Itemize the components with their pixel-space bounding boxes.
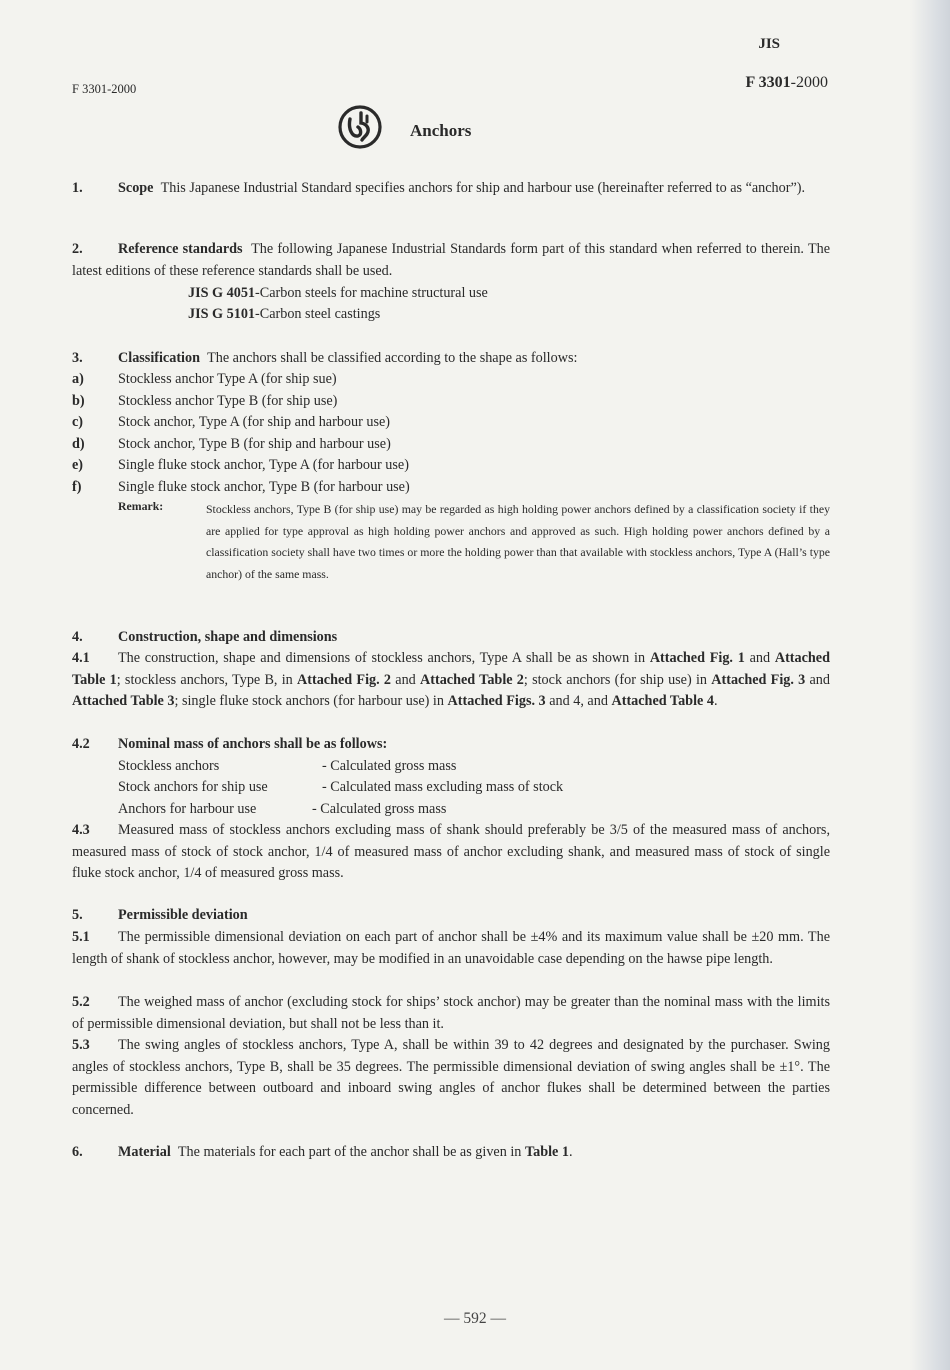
- list-key: c): [72, 414, 84, 430]
- list-item: [72, 369, 337, 391]
- section-number: 1.: [72, 180, 83, 196]
- list-key: f): [72, 479, 82, 495]
- page-title: Anchors: [410, 121, 472, 140]
- figure-ref: Attached Fig. 3: [711, 671, 806, 688]
- section-label: Permissible deviation: [118, 907, 248, 923]
- standard-code-left: F 3301-2000: [72, 82, 137, 96]
- page-number: — 592 —: [444, 1310, 506, 1327]
- clause-text: ; stockless anchors, Type B, in: [116, 671, 298, 688]
- table-ref: Table 1: [524, 1144, 569, 1160]
- figure-ref: Attached Fig. 1: [649, 650, 745, 666]
- section-scope: [72, 178, 830, 200]
- mass-desc: - Calculated gross mass: [312, 801, 447, 817]
- clause-text: The weighed mass of anchor (excluding stock for ships’ stock anchor) may be greater than the nominal mass with the limits of permissible dimensional deviation, but shall not be less than it.: [72, 994, 830, 1032]
- clause-text: and: [391, 671, 421, 688]
- clause-label: Nominal mass of anchors shall be as follows:: [118, 736, 388, 752]
- clause-4-1: [72, 648, 830, 713]
- clause-text: The permissible dimensional deviation on each part of anchor shall be ±4% and its maximum value shall be ±20 mm. The length of shank of stockless anchor, however, may be modified in an unavoidable case depending on the hawse pipe length.: [72, 929, 830, 967]
- clause-4-3: [72, 820, 830, 885]
- clause-5-3: [72, 1035, 830, 1121]
- section-text: .: [568, 1144, 573, 1160]
- mass-type: Stockless anchors: [118, 758, 220, 774]
- section-number: 6.: [72, 1144, 83, 1160]
- clause-text: and 4, and: [545, 693, 612, 709]
- mass-desc: - Calculated gross mass: [322, 758, 457, 774]
- standard-code-bold: F 3301: [745, 74, 791, 91]
- clause-5-2: [72, 992, 830, 1035]
- figure-ref: Attached Fig. 2: [297, 671, 392, 688]
- table-ref: Attached Table 1: [72, 650, 830, 688]
- mass-type: Anchors for harbour use: [118, 801, 257, 817]
- clause-number: 4.2: [72, 736, 90, 752]
- list-item: [72, 477, 410, 499]
- remark-label: Remark:: [118, 499, 164, 513]
- clause-5-1: [72, 927, 830, 970]
- section-text: The materials for each part of the anchor shall be as given in: [177, 1144, 525, 1160]
- reference-code: JIS G 4051: [188, 285, 256, 301]
- clause-text: Measured mass of stockless anchors excluding mass of shank should preferably be 3/5 of the measured mass of anchors, measured mass of stock of stock anchor, 1/4 of measured mass of anchor excluding shank, and measured mass of stock of single fluke stock anchor, 1/4 of measured gross mass.: [72, 822, 830, 881]
- figure-ref: Attached Figs. 3: [447, 693, 546, 709]
- list-item: [72, 391, 337, 413]
- clause-4-2: [72, 734, 387, 756]
- list-item: [72, 455, 409, 477]
- jis-mark-icon: [336, 103, 384, 151]
- clause-number: 4.1: [72, 650, 90, 666]
- clause-number: 4.3: [72, 822, 90, 838]
- section-permissible-deviation: [72, 905, 248, 927]
- clause-text: ; single fluke stock anchors (for harbour use) in: [174, 693, 448, 709]
- table-ref: Attached Table 3: [72, 693, 175, 709]
- section-label: Scope: [118, 180, 154, 196]
- section-label: Material: [118, 1144, 171, 1160]
- page-edge-shadow: [910, 0, 950, 1370]
- list-item: [72, 412, 390, 434]
- reference-item: [188, 304, 380, 326]
- clause-number: 5.1: [72, 929, 90, 945]
- list-key: b): [72, 393, 85, 409]
- clause-number: 5.2: [72, 994, 90, 1010]
- standard-code-right: [745, 74, 828, 92]
- section-number: 3.: [72, 350, 83, 366]
- section-label: Construction, shape and dimensions: [118, 629, 338, 645]
- standard-code-year: -2000: [790, 74, 828, 91]
- section-material: [72, 1142, 573, 1164]
- list-text: Stockless anchor Type B (for ship use): [118, 393, 338, 409]
- clause-text: and: [744, 650, 775, 666]
- jis-header: JIS: [758, 36, 780, 52]
- section-text: This Japanese Industrial Standard specifies anchors for ship and harbour use (hereinafter referred to as “anchor”).: [160, 180, 806, 196]
- section-label: Classification: [118, 350, 200, 366]
- reference-title: -Carbon steel castings: [255, 306, 381, 322]
- section-text: The anchors shall be classified according to the shape as follows:: [207, 350, 578, 366]
- list-key: d): [72, 436, 85, 452]
- clause-text: The construction, shape and dimensions of stockless anchors, Type A shall be as shown in: [118, 650, 650, 666]
- clause-text: The swing angles of stockless anchors, Type A, shall be within 39 to 42 degrees and designated by the purchaser. Swing angles of stockless anchors, Type B, shall be 35 degrees. The permissible dimensional deviation of swing angles shall be ±1°. The permissible difference between outboard and inboard swing angles of anchor flukes shall be determined between the parties concerned.: [72, 1037, 830, 1118]
- section-text: The following Japanese Industrial Standards form part of this standard when referred to therein. The latest editions of these reference standards shall be used.: [72, 241, 831, 279]
- reference-title: -Carbon steels for machine structural use: [255, 285, 488, 301]
- clause-number: 5.3: [72, 1037, 90, 1053]
- section-construction: [72, 627, 337, 649]
- section-classification: [72, 348, 577, 370]
- list-text: Stockless anchor Type A (for ship sue): [118, 371, 337, 387]
- list-text: Stock anchor, Type B (for ship and harbour use): [118, 436, 391, 452]
- mass-desc: - Calculated mass excluding mass of stock: [322, 779, 564, 795]
- remark-text: Stockless anchors, Type B (for ship use) may be regarded as high holding power anchors defined by a classification society if they are applied for type approval as high holding power anchors and approved as such. High holding power anchors defined by a classification society shall have two times or more the holding power than that available with stockless anchors, Type A (Hall’s type anchor) of the same mass.: [206, 502, 830, 581]
- list-text: Single fluke stock anchor, Type A (for harbour use): [118, 457, 409, 473]
- section-number: 5.: [72, 907, 83, 923]
- list-text: Single fluke stock anchor, Type B (for harbour use): [118, 479, 410, 495]
- list-text: Stock anchor, Type A (for ship and harbour use): [118, 414, 391, 430]
- clause-text: ; stock anchors (for ship use) in: [523, 671, 712, 688]
- section-number: 4.: [72, 629, 83, 645]
- clause-text: .: [713, 693, 718, 709]
- section-label: Reference standards: [118, 241, 243, 257]
- reference-item: [188, 283, 488, 305]
- list-item: [72, 434, 391, 456]
- mass-type: Stock anchors for ship use: [118, 779, 268, 795]
- list-key: e): [72, 457, 84, 473]
- table-ref: Attached Table 2: [420, 671, 524, 688]
- clause-text: and: [805, 671, 830, 688]
- list-key: a): [72, 371, 84, 387]
- section-reference-standards: [72, 239, 830, 282]
- table-ref: Attached Table 4: [611, 693, 714, 709]
- section-number: 2.: [72, 241, 83, 257]
- reference-code: JIS G 5101: [188, 306, 256, 322]
